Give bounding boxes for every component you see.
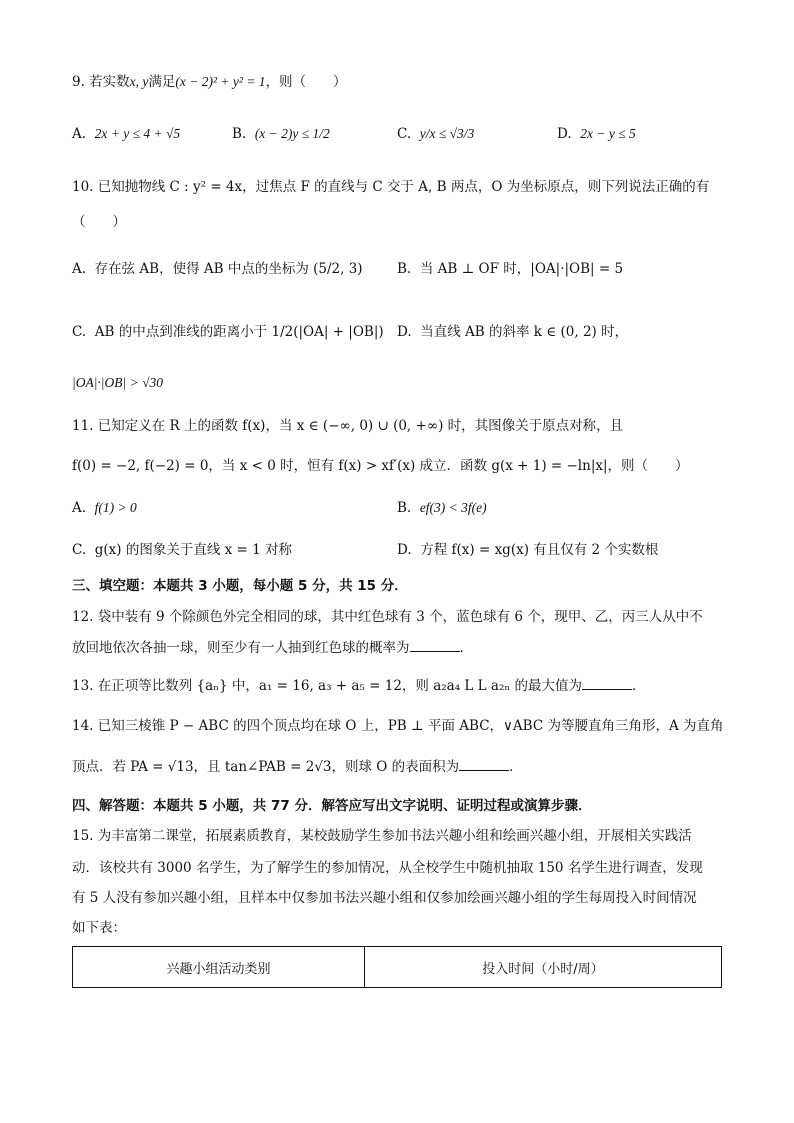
q11-option-a: A. f(1) > 0 <box>72 500 137 516</box>
q14-line1: 14. 已知三棱锥 P − ABC 的四个顶点均在球 O 上，PB ⊥ 平面 ABC，∨ABC 为等腰直角三角形，A 为直角 <box>72 718 724 734</box>
q10-paren: （ ） <box>72 214 126 230</box>
q9-option-b: B. (x − 2)y ≤ 1/2 <box>232 126 330 142</box>
q15-line2: 动．该校共有 3000 名学生，为了解学生的参加情况，从全校学生中随机抽取 150 名学生进行调查，发现 <box>72 860 703 876</box>
q11-option-b: B. ef(3) < 3f(e) <box>397 500 487 516</box>
q10-stem: 10. 已知抛物线 C : y² = 4x，过焦点 F 的直线与 C 交于 A, B 两点，O 为坐标原点，则下列说法正确的有 <box>72 179 710 195</box>
q10-option-d: D. 当直线 AB 的斜率 k ∈ (0, 2) 时， <box>397 324 629 340</box>
q11-stem-line1: 11. 已知定义在 R 上的函数 f(x)，当 x ∈ (−∞, 0) ∪ (0, +∞) 时，其图像关于原点对称，且 <box>72 418 624 434</box>
q15-table <box>72 946 722 988</box>
q11-option-c: C. g(x) 的图象关于直线 x = 1 对称 <box>72 542 292 558</box>
section-4-heading: 四、解答题：本题共 5 小题，共 77 分．解答应写出文字说明、证明过程或演算步骤． <box>72 798 592 814</box>
q13-line: 13. 在正项等比数列 {aₙ} 中，a₁ = 16, a₃ + a₅ = 12，则 a₂a₄ L L a₂ₙ 的最大值为 ． <box>72 678 646 694</box>
table-header-row <box>73 947 722 988</box>
q10-option-b: B. 当 AB ⊥ OF 时，|OA|·|OB| = 5 <box>397 261 624 277</box>
section-3-heading: 三、填空题：本题共 3 小题，每小题 5 分，共 15 分． <box>72 578 408 594</box>
q9-option-d: D. 2x − y ≤ 5 <box>557 126 636 142</box>
q9-stem: 9. 若实数x, y满足(x − 2)² + y² = 1，则（ ） <box>72 74 347 90</box>
q12-line1: 12. 袋中装有 9 个除颜色外完全相同的球，其中红色球有 3 个，蓝色球有 6 个，现甲、乙，丙三人从中不 <box>72 609 703 625</box>
table-header-category: 兴趣小组活动类别 <box>73 947 365 988</box>
q12-line2: 放回地依次各抽一球，则至少有一人抽到红色球的概率为 ． <box>72 640 473 656</box>
q15-line3: 有 5 人没有参加兴趣小组，且样本中仅参加书法兴趣小组和仅参加绘画兴趣小组的学生每周投入时间情况 <box>72 890 697 906</box>
q14-line2: 顶点．若 PA = √13，且 tan∠PAB = 2√3，则球 O 的表面积为 ． <box>72 759 523 775</box>
q10-option-d-continued: |OA|·|OB| > √30 <box>72 375 163 390</box>
table-header-time: 投入时间（小时/周） <box>365 947 722 988</box>
q10-option-a: A. 存在弦 AB，使得 AB 中点的坐标为 (5/2, 3) <box>72 261 363 277</box>
q9-option-c: C. y/x ≤ √3/3 <box>397 126 475 142</box>
q10-option-c: C. AB 的中点到准线的距离小于 1/2(|OA| + |OB|) <box>72 324 384 340</box>
q9-option-a: A. 2x + y ≤ 4 + √5 <box>72 126 181 142</box>
answer-blank <box>582 676 632 690</box>
answer-blank <box>410 638 460 652</box>
q15-line1: 15. 为丰富第二课堂，拓展素质教育，某校鼓励学生参加书法兴趣小组和绘画兴趣小组，开展相关实践活 <box>72 828 692 844</box>
q11-stem-line2: f(0) = −2, f(−2) = 0，当 x < 0 时，恒有 f(x) > xf′(x) 成立．函数 g(x + 1) = −ln|x|，则（ ） <box>72 458 689 474</box>
q15-line4: 如下表： <box>72 920 126 936</box>
answer-blank <box>459 757 509 771</box>
q11-option-d: D. 方程 f(x) = xg(x) 有且仅有 2 个实数根 <box>397 542 659 558</box>
